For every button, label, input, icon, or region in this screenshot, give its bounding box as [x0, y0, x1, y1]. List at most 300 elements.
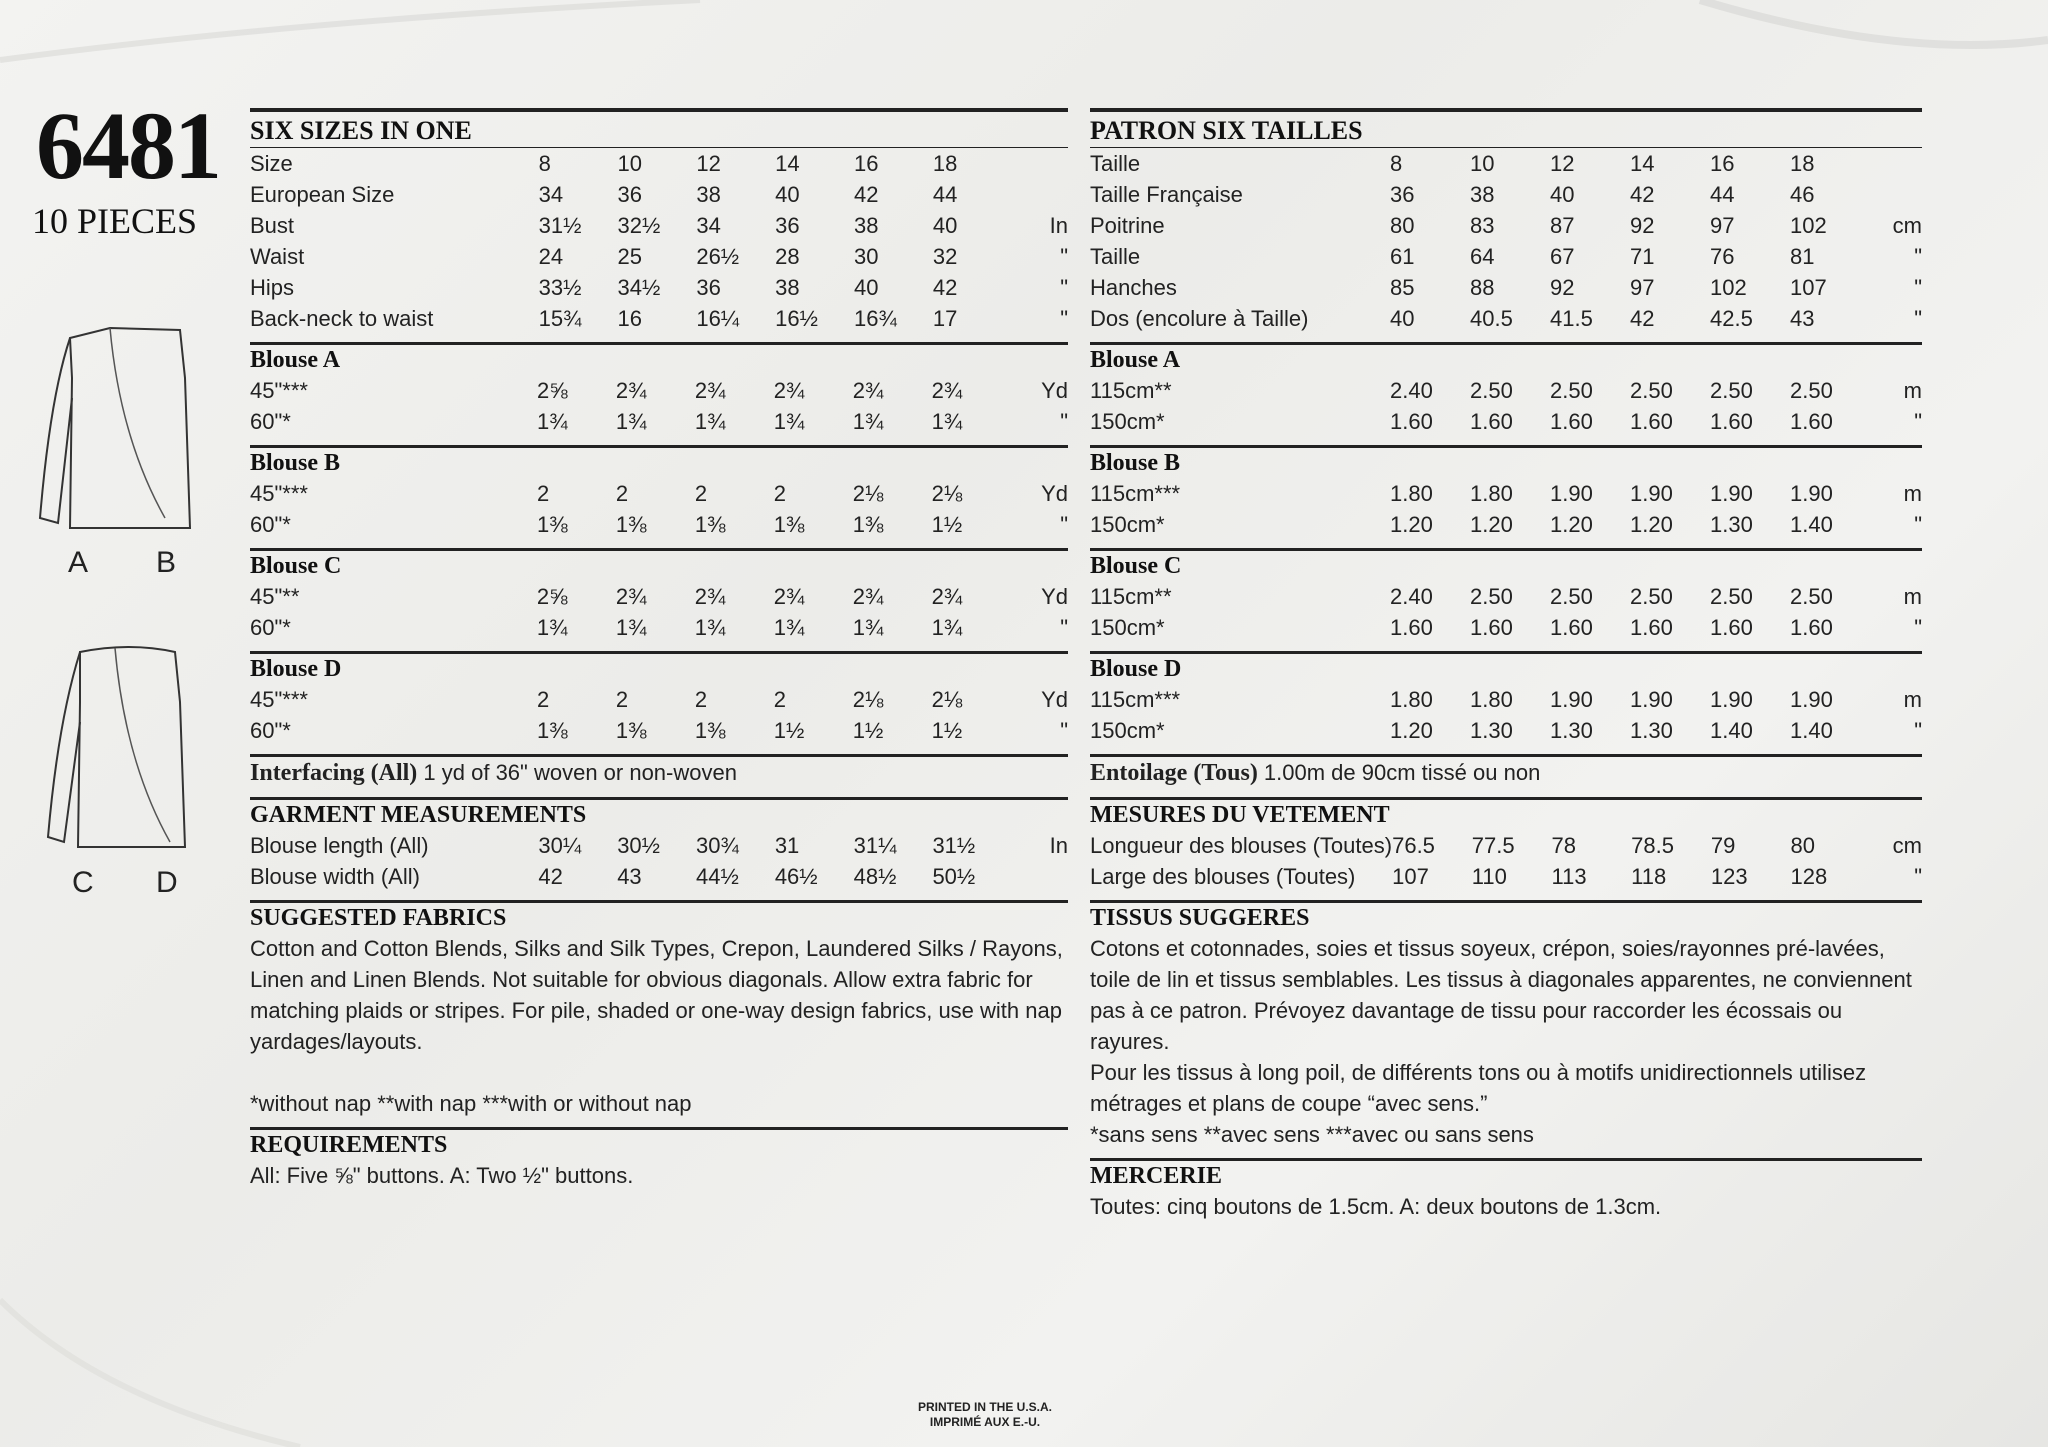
cell-value: 1.30: [1550, 718, 1593, 743]
section-title: SUGGESTED FABRICS: [250, 905, 507, 931]
cell-value: 31¼: [853, 833, 897, 858]
table-row: [1090, 210, 1922, 241]
cell-value: 1½: [931, 718, 963, 743]
cell-value: 2⅝: [536, 584, 568, 609]
cell-value: 81: [1790, 244, 1815, 269]
row-label: 150cm*: [1090, 718, 1165, 743]
cell-value: 34: [696, 213, 721, 238]
table-row: [1090, 179, 1922, 210]
yardage-table: [1090, 478, 1922, 540]
cell-value: 14: [775, 151, 800, 176]
cell-value: 1.90: [1710, 687, 1753, 712]
cell-value: 2: [615, 687, 629, 712]
cell-value: 97: [1630, 275, 1655, 300]
cell-value: 31½: [932, 833, 976, 858]
table-row: [250, 272, 1068, 303]
cell-value: 2¾: [852, 584, 884, 609]
table-row: [250, 830, 1068, 861]
cell-value: 2.40: [1390, 584, 1433, 609]
text-line: pas à ce patron. Prévoyez davantage de tissu pour raccorder les écossais ou rayures.: [1090, 998, 1843, 1054]
section-title: GARMENT MEASUREMENTS: [250, 802, 587, 828]
table-row: [1090, 861, 1922, 892]
cell-value: 2.50: [1790, 584, 1833, 609]
cell-value: 38: [854, 213, 879, 238]
section-title: Blouse B: [250, 450, 341, 476]
blouse-a-section: [1090, 345, 1922, 437]
unit: [1870, 179, 1922, 210]
cell-value: 123: [1710, 864, 1748, 889]
unit: [1011, 148, 1068, 179]
view-label-a: A: [68, 546, 89, 579]
cell-value: 40: [1550, 182, 1575, 207]
interfacing-text: 1 yd of 36" woven or non-woven: [417, 760, 737, 785]
blouse-ab-sketch-icon: [30, 318, 200, 538]
cell-value: 38: [696, 182, 721, 207]
unit: ": [1914, 864, 1922, 889]
table-row: [250, 478, 1068, 509]
cell-value: 1.20: [1470, 512, 1513, 537]
cell-value: 76.5: [1392, 833, 1435, 858]
cell-value: 8: [538, 151, 551, 176]
garment-table: [1090, 830, 1922, 892]
interfacing-title: Interfacing (All): [250, 760, 418, 786]
cell-value: 1.60: [1550, 409, 1593, 434]
cell-value: 36: [696, 275, 721, 300]
cell-value: 40: [775, 182, 800, 207]
unit: ": [1060, 718, 1068, 743]
unit: ": [1914, 306, 1922, 331]
cell-value: 1¾: [536, 409, 568, 434]
unit: ": [1060, 275, 1068, 300]
requirements-text: Toutes: cinq boutons de 1.5cm. A: deux boutons de 1.3cm.: [1090, 1194, 1662, 1219]
cell-value: 2¾: [773, 378, 805, 403]
cell-value: 1.40: [1790, 512, 1833, 537]
section-title: Blouse A: [1090, 347, 1181, 373]
cell-value: 14: [1630, 151, 1655, 176]
row-label: Waist: [250, 244, 305, 269]
fabrics-text: [250, 933, 1068, 1119]
cell-value: 16¾: [854, 306, 897, 331]
row-label: European Size: [250, 182, 395, 207]
cell-value: 33½: [538, 275, 582, 300]
cell-value: 25: [617, 244, 642, 269]
interfacing-line: [250, 757, 1068, 789]
text-line: toile de lin et tissus semblables. Les tissus à diagonales apparentes, ne conviennent: [1090, 967, 1912, 992]
row-label: Longueur des blouses (Toutes): [1090, 833, 1393, 858]
table-row: [1090, 478, 1922, 509]
cell-value: 110: [1471, 864, 1507, 889]
cell-value: 1.80: [1470, 687, 1513, 712]
unit: [1870, 148, 1922, 179]
cell-value: 2¾: [852, 378, 884, 403]
table-row: [1090, 581, 1922, 612]
cell-value: 1¾: [615, 615, 647, 640]
unit: ": [1914, 615, 1922, 640]
row-label: 60"*: [250, 512, 291, 537]
cell-value: 1⅜: [852, 512, 884, 537]
cell-value: 1.90: [1550, 481, 1593, 506]
cell-value: 88: [1470, 275, 1495, 300]
row-label: 45"***: [250, 687, 308, 712]
table-row: [250, 241, 1068, 272]
cell-value: 2⅛: [931, 687, 963, 712]
cell-value: 1.40: [1790, 718, 1833, 743]
section-title: MERCERIE: [1090, 1163, 1223, 1189]
cell-value: 2¾: [773, 584, 805, 609]
cell-value: 1.90: [1630, 481, 1673, 506]
cell-value: 2.50: [1630, 378, 1673, 403]
section-title: TISSUS SUGGERES: [1090, 905, 1310, 931]
cell-value: 2.50: [1470, 584, 1513, 609]
blouse-b-section: [250, 448, 1068, 540]
cell-value: 15¾: [538, 306, 582, 331]
english-header: SIX SIZES IN ONE: [250, 108, 1068, 148]
cell-value: 118: [1631, 864, 1667, 889]
english-column: [250, 108, 1068, 1191]
suggested-fabrics-section: [1090, 903, 1922, 1150]
cell-value: 2¾: [615, 378, 647, 403]
unit: cm: [1892, 213, 1922, 238]
blouse-c-section: [1090, 551, 1922, 643]
cell-value: 1.90: [1550, 687, 1593, 712]
cell-value: 30: [854, 244, 879, 269]
cell-value: 1.20: [1390, 512, 1433, 537]
cell-value: 42.5: [1710, 306, 1753, 331]
cell-value: 44: [1710, 182, 1735, 207]
cell-value: 102: [1710, 275, 1747, 300]
unit: ": [1060, 244, 1068, 269]
cell-value: 40.5: [1470, 306, 1513, 331]
cell-value: 2⅝: [536, 378, 568, 403]
row-label: 45"**: [250, 584, 300, 609]
requirements-section: [250, 1130, 1068, 1191]
cell-value: 10: [1470, 151, 1495, 176]
cell-value: 80: [1390, 213, 1415, 238]
table-row: [1090, 684, 1922, 715]
cell-value: 1¾: [931, 615, 963, 640]
blouse-d-section: [250, 654, 1068, 746]
blouse-d-section: [1090, 654, 1922, 746]
unit: ": [1914, 409, 1922, 434]
cell-value: 1¾: [615, 409, 647, 434]
row-label: 45"***: [250, 378, 308, 403]
cell-value: 1.60: [1630, 409, 1673, 434]
section-title: Blouse C: [250, 553, 342, 579]
section-title: Blouse C: [1090, 553, 1182, 579]
cell-value: 1.90: [1790, 481, 1833, 506]
cell-value: 92: [1550, 275, 1575, 300]
yardage-table: [250, 581, 1068, 643]
cell-value: 2¾: [694, 584, 726, 609]
unit: Yd: [1041, 378, 1068, 403]
section-title: Blouse A: [250, 347, 341, 373]
cell-value: 46: [1790, 182, 1815, 207]
row-label: 150cm*: [1090, 512, 1165, 537]
cell-value: 1.30: [1710, 512, 1753, 537]
cell-value: 2.50: [1630, 584, 1673, 609]
cell-value: 2⅛: [852, 687, 884, 712]
row-label: 60"*: [250, 409, 291, 434]
cell-value: 16: [1710, 151, 1735, 176]
french-column: [1090, 108, 1922, 1222]
size-chart-table: [1090, 148, 1922, 334]
section-title: REQUIREMENTS: [250, 1132, 448, 1158]
cell-value: 2.50: [1710, 584, 1753, 609]
cell-value: 1⅜: [536, 718, 568, 743]
table-row: [250, 581, 1068, 612]
cell-value: 83: [1470, 213, 1495, 238]
cell-value: 1¾: [852, 409, 884, 434]
row-label: 150cm*: [1090, 615, 1165, 640]
cell-value: 32½: [617, 213, 661, 238]
cell-value: 64: [1470, 244, 1495, 269]
unit: Yd: [1041, 584, 1068, 609]
cell-value: 1.60: [1710, 615, 1753, 640]
cell-value: 1.40: [1710, 718, 1753, 743]
cell-value: 16¼: [696, 306, 740, 331]
cell-value: 1⅜: [773, 512, 805, 537]
cell-value: 1.60: [1790, 615, 1833, 640]
cell-value: 2¾: [615, 584, 647, 609]
table-row: [1090, 241, 1922, 272]
cell-value: 34½: [617, 275, 661, 300]
cell-value: 97: [1710, 213, 1735, 238]
nap-note: *sans sens **avec sens ***avec ou sans sens: [1090, 1122, 1534, 1147]
cell-value: 2⅛: [931, 481, 963, 506]
unit: Yd: [1041, 481, 1068, 506]
garment-table: [250, 830, 1068, 892]
table-row: [250, 303, 1068, 334]
cell-value: 107: [1392, 864, 1429, 889]
table-row: [1090, 272, 1922, 303]
cell-value: 1.80: [1390, 687, 1433, 712]
blouse-c-section: [250, 551, 1068, 643]
cell-value: 30½: [617, 833, 661, 858]
cell-value: 2: [536, 481, 550, 506]
table-row: [250, 715, 1068, 746]
cell-value: 1.90: [1710, 481, 1753, 506]
cell-value: 1⅜: [615, 512, 647, 537]
cell-value: 31: [774, 833, 800, 858]
garment-measurements-section: [1090, 800, 1922, 892]
view-label-d: D: [156, 866, 178, 899]
row-label: 115cm***: [1090, 481, 1181, 506]
cell-value: 1.30: [1630, 718, 1673, 743]
cell-value: 38: [1470, 182, 1495, 207]
cell-value: 1½: [931, 512, 963, 537]
french-header: PATRON SIX TAILLES: [1090, 108, 1922, 148]
unit: [1011, 861, 1068, 892]
print-notice: [918, 1400, 1052, 1430]
cell-value: 16: [617, 306, 642, 331]
cell-value: 43: [617, 864, 642, 889]
print-line: IMPRIMÉ AUX E.-U.: [929, 1415, 1041, 1429]
cell-value: 41.5: [1550, 306, 1593, 331]
cell-value: 80: [1790, 833, 1815, 858]
row-label: 115cm**: [1090, 378, 1172, 403]
cell-value: 2¾: [931, 378, 963, 403]
row-label: Blouse width (All): [250, 864, 420, 889]
unit: ": [1060, 409, 1068, 434]
cell-value: 1.60: [1390, 409, 1433, 434]
garment-measurements-section: [250, 800, 1068, 892]
cell-value: 30¼: [538, 833, 582, 858]
cell-value: 18: [932, 151, 958, 176]
row-label: Taille Française: [1090, 182, 1243, 207]
cell-value: 71: [1630, 244, 1655, 269]
pattern-number: 6481: [36, 92, 220, 199]
cell-value: 102: [1790, 213, 1827, 238]
cell-value: 42: [932, 275, 958, 300]
table-row: [250, 406, 1068, 437]
interfacing-text: 1.00m de 90cm tissé ou non: [1257, 760, 1541, 785]
text-line: Pour les tissus à long poil, de différents tons ou à motifs unidirectionnels utilisez: [1090, 1060, 1867, 1085]
blouse-cd-sketch-icon: [40, 642, 200, 862]
row-label: 45"***: [250, 481, 308, 506]
text-line: yardages/layouts.: [250, 1029, 423, 1054]
cell-value: 1.30: [1470, 718, 1513, 743]
cell-value: 40: [932, 213, 958, 238]
unit: m: [1903, 584, 1922, 609]
yardage-table: [250, 478, 1068, 540]
cell-value: 128: [1790, 864, 1828, 889]
requirements-section: [1090, 1161, 1922, 1222]
text-line: métrages et plans de coupe “avec sens.”: [1090, 1091, 1488, 1116]
cell-value: 8: [1390, 151, 1403, 176]
cell-value: 2: [773, 687, 787, 712]
row-label: 115cm***: [1090, 687, 1181, 712]
cell-value: 1¾: [852, 615, 884, 640]
row-label: 150cm*: [1090, 409, 1165, 434]
yardage-table: [250, 375, 1068, 437]
nap-note: *without nap **with nap ***with or without nap: [250, 1091, 692, 1116]
interfacing-line: [1090, 757, 1922, 789]
row-label: 60"*: [250, 615, 291, 640]
blouse-b-section: [1090, 448, 1922, 540]
cell-value: 36: [775, 213, 800, 238]
text-line: Linen and Linen Blends. Not suitable for obvious diagonals. Allow extra fabric for: [250, 967, 1033, 992]
cell-value: 24: [538, 244, 564, 269]
cell-value: 42: [1630, 182, 1655, 207]
cell-value: 10: [617, 151, 642, 176]
blouse-a-section: [250, 345, 1068, 437]
cell-value: 1.60: [1550, 615, 1593, 640]
cell-value: 1¾: [536, 615, 568, 640]
cell-value: 46½: [774, 864, 818, 889]
cell-value: 78: [1551, 833, 1576, 858]
unit: m: [1903, 481, 1922, 506]
print-line: PRINTED IN THE U.S.A.: [918, 1400, 1053, 1414]
table-row: [1090, 715, 1922, 746]
cell-value: 40: [1390, 306, 1415, 331]
cell-value: 43: [1790, 306, 1815, 331]
table-row: [1090, 612, 1922, 643]
unit: In: [1049, 213, 1068, 238]
row-label: Blouse length (All): [250, 833, 429, 858]
cell-value: 42: [1630, 306, 1655, 331]
table-row: [250, 684, 1068, 715]
cell-value: 31½: [538, 213, 582, 238]
cell-value: 1½: [773, 718, 805, 743]
table-row: [250, 210, 1068, 241]
cell-value: 18: [1790, 151, 1815, 176]
table-row: [250, 861, 1068, 892]
cell-value: 107: [1790, 275, 1827, 300]
section-title: MESURES DU VETEMENT: [1090, 802, 1390, 828]
cell-value: 2.40: [1390, 378, 1433, 403]
row-label: 115cm**: [1090, 584, 1172, 609]
table-row: [1090, 303, 1922, 334]
view-label-b: B: [156, 546, 177, 579]
unit: ": [1914, 718, 1922, 743]
cell-value: 36: [1390, 182, 1415, 207]
yardage-table: [1090, 684, 1922, 746]
cell-value: 42: [854, 182, 879, 207]
cell-value: 67: [1550, 244, 1575, 269]
table-row: [250, 375, 1068, 406]
row-label: Bust: [250, 213, 295, 238]
cell-value: 87: [1550, 213, 1575, 238]
cell-value: 40: [854, 275, 879, 300]
cell-value: 1⅜: [615, 718, 647, 743]
row-label: Hips: [250, 275, 295, 300]
row-label: Taille: [1090, 244, 1141, 269]
table-row: [1090, 509, 1922, 540]
cell-value: 17: [932, 306, 958, 331]
row-label: Poitrine: [1090, 213, 1165, 238]
requirements-text: All: Five ⅝" buttons. A: Two ½" buttons.: [250, 1163, 634, 1188]
cell-value: 38: [775, 275, 800, 300]
fabrics-text: [1090, 933, 1922, 1150]
cell-value: 1¾: [694, 409, 726, 434]
cell-value: 77.5: [1471, 833, 1515, 858]
cell-value: 1¾: [773, 615, 805, 640]
cell-value: 30¾: [696, 833, 739, 858]
cell-value: 1.60: [1630, 615, 1673, 640]
cell-value: 2.50: [1550, 378, 1593, 403]
cell-value: 2: [694, 481, 708, 506]
cell-value: 1.80: [1470, 481, 1513, 506]
row-label: Taille: [1090, 151, 1141, 176]
cell-value: 34: [538, 182, 564, 207]
text-line: Cotton and Cotton Blends, Silks and Silk Types, Crepon, Laundered Silks / Rayons,: [250, 936, 1063, 961]
cell-value: 1.90: [1630, 687, 1673, 712]
cell-value: 1.60: [1710, 409, 1753, 434]
unit: ": [1060, 306, 1068, 331]
interfacing-title: Entoilage (Tous): [1090, 760, 1258, 786]
unit: m: [1903, 378, 1922, 403]
unit: ": [1914, 244, 1922, 269]
cell-value: 2.50: [1790, 378, 1833, 403]
unit: cm: [1892, 833, 1922, 858]
unit: m: [1903, 687, 1922, 712]
cell-value: 2¾: [931, 584, 963, 609]
cell-value: 1⅜: [694, 512, 726, 537]
table-row: [1090, 830, 1922, 861]
cell-value: 16½: [775, 306, 818, 331]
cell-value: 50½: [932, 864, 976, 889]
cell-value: 16: [854, 151, 879, 176]
cell-value: 1⅜: [536, 512, 568, 537]
table-row: [250, 612, 1068, 643]
row-label: Dos (encolure à Taille): [1090, 306, 1309, 331]
yardage-table: [1090, 375, 1922, 437]
unit: ": [1060, 615, 1068, 640]
cell-value: 44: [932, 182, 958, 207]
cell-value: 1½: [852, 718, 884, 743]
table-row: [250, 148, 1068, 179]
cell-value: 2: [694, 687, 708, 712]
